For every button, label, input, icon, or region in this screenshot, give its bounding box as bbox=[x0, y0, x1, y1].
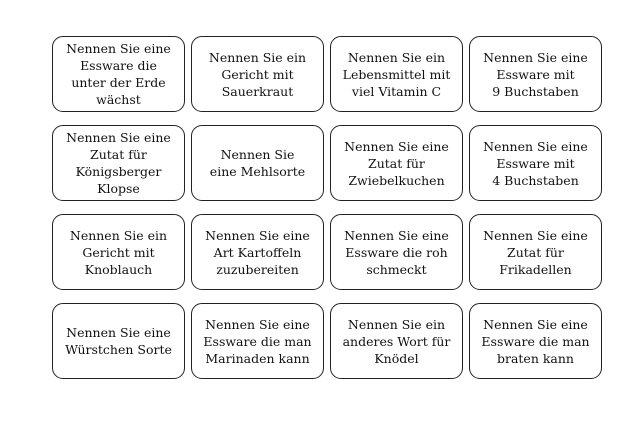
question-card bbox=[469, 303, 602, 379]
question-card-text: Nennen Sie eine Art Kartoffeln zuzubereiten bbox=[205, 227, 310, 277]
question-card-text: Nennen Sie eine Essware mit 9 Buchstaben bbox=[483, 49, 588, 99]
question-card bbox=[469, 125, 602, 201]
question-card bbox=[469, 214, 602, 290]
question-card bbox=[330, 125, 463, 201]
question-card-text: Nennen Sie eine Essware die man braten kann bbox=[481, 316, 590, 366]
question-card-text: Nennen Sie eine Essware mit 4 Buchstaben bbox=[483, 138, 588, 188]
question-card bbox=[191, 303, 324, 379]
question-card-grid bbox=[52, 36, 603, 378]
question-card-text: Nennen Sie eine Zutat für Frikadellen bbox=[483, 227, 588, 277]
question-card bbox=[191, 125, 324, 201]
question-card-text: Nennen Sie eine Würstchen Sorte bbox=[65, 325, 172, 357]
question-card bbox=[469, 36, 602, 112]
question-card bbox=[52, 303, 185, 379]
question-card-text: Nennen Sie eine Essware die roh schmeckt bbox=[344, 227, 449, 277]
question-card bbox=[191, 214, 324, 290]
question-card bbox=[52, 36, 185, 112]
question-card bbox=[52, 214, 185, 290]
question-card bbox=[191, 36, 324, 112]
question-card bbox=[330, 214, 463, 290]
question-card-text: Nennen Sie eine Mehlsorte bbox=[209, 147, 306, 179]
question-card bbox=[52, 125, 185, 201]
question-card-text: Nennen Sie eine Zutat für Zwiebelkuchen bbox=[344, 138, 449, 188]
question-card bbox=[330, 303, 463, 379]
question-card bbox=[330, 36, 463, 112]
question-card-text: Nennen Sie ein Gericht mit Sauerkraut bbox=[208, 49, 307, 99]
question-card-text: Nennen Sie ein anderes Wort für Knödel bbox=[342, 316, 451, 366]
question-card-text: Nennen Sie ein Gericht mit Knoblauch bbox=[69, 227, 168, 277]
question-card-text: Nennen Sie eine Essware die unter der Erde wächst bbox=[66, 41, 171, 107]
question-card-text: Nennen Sie eine Zutat für Königsberger Klopse bbox=[66, 130, 171, 196]
question-card-text: Nennen Sie ein Lebensmittel mit viel Vitamin C bbox=[342, 49, 451, 99]
question-card-text: Nennen Sie eine Essware die man Marinaden kann bbox=[203, 316, 312, 366]
